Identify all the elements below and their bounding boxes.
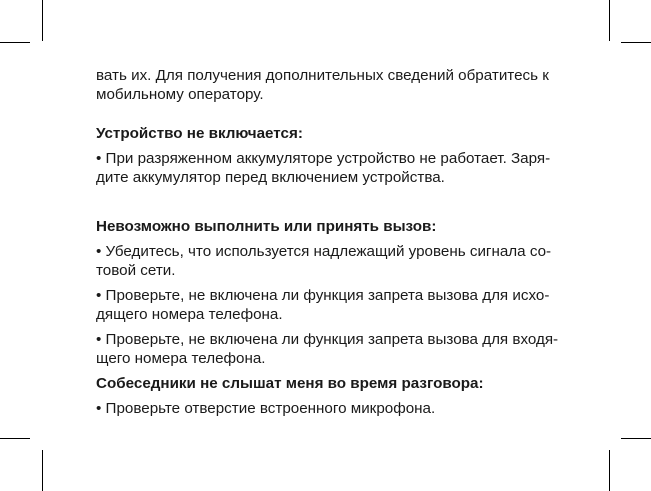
bullet-line: дите аккумулятор перед включением устройства. (96, 169, 445, 186)
section-heading: Устройство не включается: (96, 125, 303, 142)
crop-mark-top-left-vertical (42, 0, 43, 41)
crop-mark-bottom-left-horizontal (0, 438, 30, 439)
bullet-line: товой сети. (96, 262, 176, 279)
bullet-line: • Убедитесь, что используется надлежащий уровень сигнала со- (96, 243, 552, 260)
bullet-line: дящего номера телефона. (96, 306, 283, 323)
bullet-line: • При разряженном аккумуляторе устройство не работает. Заря- (96, 150, 551, 167)
section-heading: Собеседники не слышат меня во время разговора: (96, 375, 484, 392)
crop-mark-bottom-left-vertical (42, 450, 43, 491)
intro-line: вать их. Для получения дополнительных сведений обратитесь к (96, 67, 549, 84)
intro-line: мобильному оператору. (96, 86, 264, 103)
section-device-wont-turn-on (96, 124, 589, 187)
bullet-line: • Проверьте, не включена ли функция запрета вызова для входя- (96, 331, 559, 348)
bullet-item (96, 330, 589, 368)
document-body (96, 66, 589, 424)
bullet-line: • Проверьте отверстие встроенного микрофона. (96, 400, 436, 417)
crop-mark-top-right-vertical (609, 0, 610, 41)
bullet-item (96, 149, 589, 187)
crop-mark-bottom-right-horizontal (621, 438, 651, 439)
crop-mark-top-left-horizontal (0, 42, 30, 43)
bullet-line: щего номера телефона. (96, 350, 266, 367)
crop-mark-top-right-horizontal (621, 42, 651, 43)
bullet-item (96, 242, 589, 280)
bullet-item (96, 286, 589, 324)
crop-mark-bottom-right-vertical (609, 450, 610, 491)
bullet-item (96, 399, 589, 418)
bullet-line: • Проверьте, не включена ли функция запрета вызова для исхо- (96, 287, 550, 304)
section-microphone (96, 374, 589, 418)
intro-paragraph (96, 66, 589, 104)
section-call-problems (96, 217, 589, 368)
section-heading: Невозможно выполнить или принять вызов: (96, 218, 437, 235)
